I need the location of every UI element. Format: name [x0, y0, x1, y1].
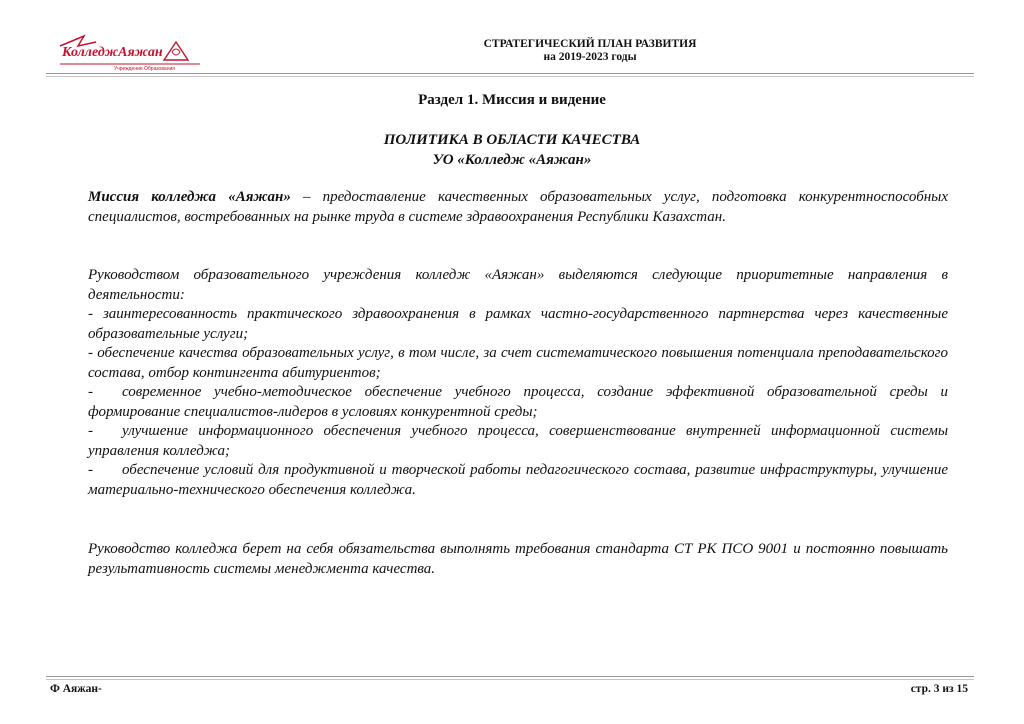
mission-text: – предоставление качественных образовательных услуг, подготовка конкурентноспособных специалистов, востребованных на рынке труда в системе здравоохранения Республики Казахстан. — [88, 189, 948, 225]
direction-item-5 — [88, 461, 948, 500]
header-period: на 2019-2023 годы — [543, 51, 637, 63]
bullet-dash: - — [88, 423, 93, 439]
header-divider — [46, 73, 974, 74]
page-number: стр. 3 из 15 — [910, 683, 968, 695]
policy-heading — [0, 130, 1024, 170]
header-title: СТРАТЕГИЧЕСКИЙ ПЛАН РАЗВИТИЯ — [483, 38, 697, 50]
direction-item-5-text: обеспечение условий для продуктивной и творческой работы педагогического состава, развитие инфраструктуры, улучшение материально-технического обеспечения колледжа. — [88, 462, 948, 498]
section-title: Раздел 1. Миссия и видение — [418, 92, 606, 108]
policy-title: ПОЛИТИКА В ОБЛАСТИ КАЧЕСТВА — [383, 132, 641, 148]
document-header — [420, 38, 760, 64]
direction-item-3 — [88, 383, 948, 422]
logo-subtitle: Учреждение Образования — [114, 66, 175, 72]
direction-item-3-text: современное учебно-методическое обеспечение учебного процесса, создание эффективной образовательной среды и формирование специалистов-лидеров в условиях конкурентной среды; — [88, 384, 948, 420]
footer-divider — [46, 676, 974, 677]
header-divider-thin — [46, 76, 974, 77]
logo-graphic — [56, 32, 204, 72]
logo-text: КолледжАяжан — [62, 45, 163, 60]
policy-organization: УО «Колледж «Аяжан» — [432, 152, 592, 168]
priority-directions — [88, 266, 948, 500]
direction-item-2: - обеспечение качества образовательных услуг, в том числе, за счет систематического повышения потенциала преподавательского состава, отбор контингента абитуриентов; — [88, 345, 948, 381]
bullet-dash: - — [88, 384, 93, 400]
directions-intro: Руководством образовательного учреждения колледж «Аяжан» выделяются следующие приоритетные направления в деятельности: — [88, 267, 948, 303]
direction-item-4 — [88, 422, 948, 461]
mission-lead: Миссия колледжа «Аяжан» — [88, 189, 291, 205]
footer-divider-thin — [46, 679, 974, 680]
mission-paragraph — [88, 188, 948, 227]
college-logo — [56, 32, 204, 72]
direction-item-4-text: улучшение информационного обеспечения учебного процесса, совершенствование внутренней информационной системы управления колледжа; — [88, 423, 948, 459]
closing-paragraph: Руководство колледжа берет на себя обязательства выполнять требования стандарта СТ РК ПСО 9001 и постоянно повышать результативность системы менеджмента качества. — [88, 541, 948, 577]
direction-item-1: - заинтересованность практического здравоохранения в рамках частно-государственного партнерства через качественные образовательные услуги; — [88, 306, 948, 342]
form-code: Ф Аяжан- — [50, 683, 102, 695]
bullet-dash: - — [88, 462, 93, 478]
